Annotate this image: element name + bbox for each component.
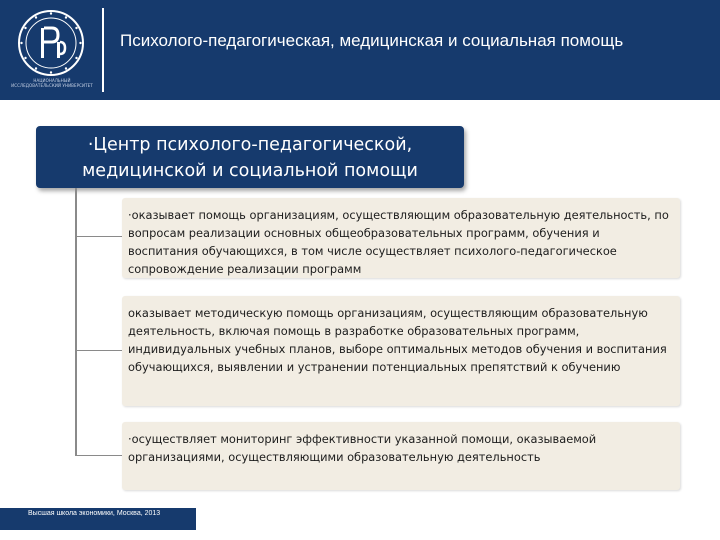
logo-caption: НАЦИОНАЛЬНЫЙ ИССЛЕДОВАТЕЛЬСКИЙ УНИВЕРСИТЕТ xyxy=(11,78,93,88)
connector-branch xyxy=(76,455,122,456)
list-item xyxy=(122,198,680,278)
page-title: Психолого-педагогическая, медицинская и социальная помощь xyxy=(120,31,624,50)
university-emblem-icon xyxy=(16,8,86,78)
list-item-text: ·оказывает помощь организациям, осуществляющим образовательную деятельность, по вопросам реализации основных общеобразовательных программ, обучения и воспитания обучающихся, в том числе осуществляет психолого-педагогическое сопровождение реализации программ xyxy=(128,208,669,276)
connector-line xyxy=(75,188,77,456)
connector-branch xyxy=(76,236,122,237)
logo xyxy=(6,6,96,96)
header-bar xyxy=(0,0,720,100)
connector-branch xyxy=(76,350,122,351)
list-item-text: ·осуществляет мониторинг эффективности указанной помощи, оказываемой организациями, осуществляющими образовательную деятельность xyxy=(128,432,597,464)
header-divider xyxy=(102,8,104,92)
list-item xyxy=(122,422,680,490)
center-title: ·Центр психолого-педагогической, медицинской и социальной помощи xyxy=(82,135,418,181)
list-item xyxy=(122,296,680,406)
footer-text: Высшая школа экономики, Москва, 2013 xyxy=(28,510,161,517)
list-item-text: оказывает методическую помощь организациям, осуществляющим образовательную деятельность, включая помощь в разработке образовательных программ, индивидуальных учебных планов, выборе оптимальных методов обучения и воспитания обучающихся, выявлении и устранении потенциальных препятствий к обучению xyxy=(128,306,667,374)
center-title-box xyxy=(36,126,464,188)
